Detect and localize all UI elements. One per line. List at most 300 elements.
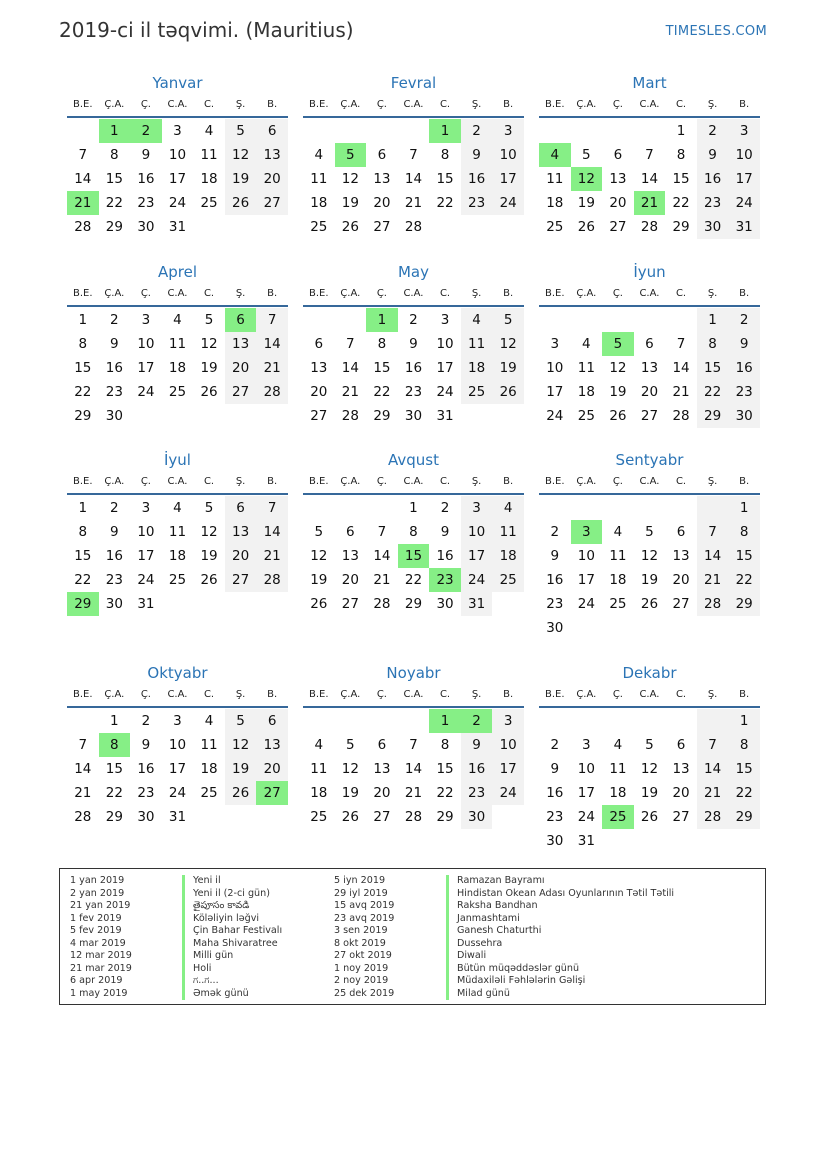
day-cell: 28 xyxy=(256,380,288,404)
empty-day-cell xyxy=(398,709,430,733)
day-cell: 8 xyxy=(78,336,88,352)
weekday-label: B. xyxy=(267,689,278,700)
day-cell: 22 xyxy=(404,572,423,588)
day-cell: 23 xyxy=(404,384,423,400)
legend-item xyxy=(334,975,674,988)
day-cell: 17 xyxy=(492,167,524,191)
day-cell: 20 xyxy=(225,544,257,568)
empty-day-cell xyxy=(571,308,603,332)
month-name: Dekabr xyxy=(622,664,677,682)
day-cell: 11 xyxy=(609,761,627,777)
empty-day-cell xyxy=(366,496,398,520)
legend-date: 25 dek 2019 xyxy=(334,987,395,999)
day-cell: 15 xyxy=(105,761,123,777)
holiday-day-cell: 21 xyxy=(634,191,666,215)
legend-holiday-name: Milad günü xyxy=(446,988,510,1001)
day-cell: 3 xyxy=(492,709,524,733)
day-cell: 27 xyxy=(310,408,328,424)
day-cell: 8 xyxy=(409,524,418,540)
weekday-label: C. xyxy=(203,99,215,110)
day-cell: 31 xyxy=(728,215,760,239)
day-cell: 23 xyxy=(546,809,564,825)
day-cell: 14 xyxy=(404,761,423,777)
empty-day-cell xyxy=(602,119,634,143)
holiday-day-cell: 23 xyxy=(429,568,461,592)
day-cell: 24 xyxy=(546,408,564,424)
day-cell: 24 xyxy=(137,572,155,588)
day-cell: 4 xyxy=(204,123,214,139)
month-name: Avqust xyxy=(388,451,439,469)
day-cell: 6 xyxy=(314,336,324,352)
empty-day-cell xyxy=(303,308,335,332)
holiday-day-cell: 2 xyxy=(130,119,162,143)
day-cell: 14 xyxy=(404,171,423,187)
legend-holiday-name: Müdaxiləli Fəhlələrin Gəlişi xyxy=(446,975,585,988)
day-cell: 26 xyxy=(577,219,595,235)
legend-holiday-name: Dussehra xyxy=(446,938,502,951)
month-7 xyxy=(67,449,288,616)
day-cell: 21 xyxy=(404,195,423,211)
holiday-day-cell: 2 xyxy=(461,709,493,733)
weekday-label: Ç.A. xyxy=(576,288,597,299)
legend-holiday-name: ಗ..ಗ... xyxy=(182,975,219,988)
day-cell: 23 xyxy=(697,191,729,215)
day-cell: 21 xyxy=(256,544,288,568)
day-cell: 23 xyxy=(137,195,155,211)
weekday-label: C.A. xyxy=(403,288,424,299)
legend-item xyxy=(70,875,282,888)
day-cell: 10 xyxy=(137,524,155,540)
brand-link[interactable]: TIMESLES.COM xyxy=(665,24,767,39)
weekday-label: B.E. xyxy=(545,288,565,299)
day-cell: 13 xyxy=(672,761,690,777)
day-cell: 27 xyxy=(640,408,659,424)
empty-day-cell xyxy=(665,496,697,520)
weekday-label: B. xyxy=(503,288,514,299)
day-cell: 11 xyxy=(609,548,627,564)
day-cell: 8 xyxy=(377,336,387,352)
weekday-label: Ş. xyxy=(471,476,482,487)
day-cell: 14 xyxy=(256,332,288,356)
weekday-label: B.E. xyxy=(545,476,565,487)
day-cell: 26 xyxy=(640,596,659,612)
day-cell: 3 xyxy=(550,336,560,352)
day-cell: 25 xyxy=(609,596,627,612)
empty-day-cell xyxy=(602,709,634,733)
weekday-label: B. xyxy=(739,99,750,110)
weekday-label: Ş. xyxy=(707,476,718,487)
day-cell: 26 xyxy=(225,191,257,215)
legend-holiday-name: Holi xyxy=(182,963,211,976)
day-cell: 1 xyxy=(728,496,760,520)
weekday-label: B. xyxy=(267,476,278,487)
day-cell: 5 xyxy=(645,524,654,540)
day-cell: 21 xyxy=(672,384,690,400)
legend-item xyxy=(70,900,282,913)
day-cell: 23 xyxy=(461,191,493,215)
day-cell: 25 xyxy=(577,408,595,424)
day-cell: 13 xyxy=(225,520,257,544)
weekday-label: B.E. xyxy=(545,99,565,110)
day-cell: 17 xyxy=(137,360,155,376)
day-cell: 30 xyxy=(728,404,760,428)
day-cell: 28 xyxy=(672,408,690,424)
day-cell: 11 xyxy=(461,332,493,356)
weekday-label: C.A. xyxy=(403,689,424,700)
day-cell: 1 xyxy=(78,500,88,516)
weekday-label: B.E. xyxy=(309,99,329,110)
day-cell: 28 xyxy=(697,592,729,616)
day-cell: 7 xyxy=(78,737,88,753)
empty-day-cell xyxy=(335,119,367,143)
day-cell: 28 xyxy=(256,568,288,592)
weekday-label: C. xyxy=(439,476,451,487)
weekday-label: B.E. xyxy=(73,689,93,700)
weekday-label: B. xyxy=(739,476,750,487)
weekday-label: Ç. xyxy=(612,476,623,487)
weekday-label: C.A. xyxy=(403,99,424,110)
empty-day-cell xyxy=(634,119,666,143)
legend-holiday-name: Yeni il (2-ci gün) xyxy=(182,888,270,901)
weekday-label: C.A. xyxy=(639,99,660,110)
day-cell: 19 xyxy=(640,785,659,801)
day-cell: 7 xyxy=(676,336,686,352)
day-cell: 29 xyxy=(697,404,729,428)
day-cell: 24 xyxy=(492,191,524,215)
holiday-day-cell: 1 xyxy=(429,709,461,733)
day-cell: 20 xyxy=(640,384,659,400)
weekday-label: C. xyxy=(675,476,687,487)
holiday-day-cell: 3 xyxy=(571,520,603,544)
day-cell: 25 xyxy=(492,568,524,592)
holiday-day-cell: 1 xyxy=(366,308,398,332)
day-cell: 22 xyxy=(697,380,729,404)
empty-day-cell xyxy=(571,709,603,733)
empty-day-cell xyxy=(335,308,367,332)
legend-item xyxy=(70,963,282,976)
day-cell: 22 xyxy=(672,195,690,211)
day-cell: 20 xyxy=(672,785,690,801)
weekday-header xyxy=(303,283,524,307)
day-grid xyxy=(539,308,760,428)
legend-item xyxy=(334,988,674,1001)
legend-holiday-name: Yeni il xyxy=(182,875,221,888)
day-cell: 10 xyxy=(728,143,760,167)
day-cell: 3 xyxy=(173,713,182,729)
holiday-day-cell: 12 xyxy=(571,167,603,191)
legend-date: 8 okt 2019 xyxy=(334,937,386,949)
day-cell: 17 xyxy=(728,167,760,191)
legend-date: 5 iyn 2019 xyxy=(334,875,386,886)
legend-date: 1 may 2019 xyxy=(70,987,128,999)
empty-day-cell xyxy=(303,496,335,520)
day-grid xyxy=(539,119,760,239)
legend-item xyxy=(70,913,282,926)
day-cell: 5 xyxy=(204,500,214,516)
legend-date: 21 yan 2019 xyxy=(70,900,131,911)
empty-day-cell xyxy=(602,496,634,520)
day-cell: 23 xyxy=(546,596,564,612)
day-cell: 3 xyxy=(582,737,591,753)
month-2 xyxy=(303,72,524,239)
day-cell: 11 xyxy=(310,171,328,187)
holiday-day-cell: 21 xyxy=(67,191,99,215)
legend-item xyxy=(334,913,674,926)
holiday-day-cell: 29 xyxy=(67,592,99,616)
day-cell: 2 xyxy=(141,713,151,729)
day-cell: 30 xyxy=(546,833,564,849)
day-cell: 18 xyxy=(310,785,328,801)
day-cell: 18 xyxy=(609,572,627,588)
day-grid xyxy=(303,308,524,428)
day-cell: 1 xyxy=(676,123,686,139)
month-6 xyxy=(539,261,760,428)
weekday-header xyxy=(67,283,288,307)
month-name: İyun xyxy=(633,263,666,281)
day-cell: 5 xyxy=(346,737,355,753)
day-cell: 24 xyxy=(436,384,454,400)
weekday-label: B. xyxy=(267,288,278,299)
legend-date: 1 fev 2019 xyxy=(70,912,122,924)
day-cell: 25 xyxy=(168,572,187,588)
weekday-label: Ç.A. xyxy=(104,99,125,110)
day-cell: 30 xyxy=(546,620,564,636)
weekday-header xyxy=(539,471,760,495)
day-cell: 31 xyxy=(137,596,155,612)
day-cell: 14 xyxy=(640,171,659,187)
day-cell: 15 xyxy=(105,171,123,187)
day-cell: 12 xyxy=(640,761,659,777)
day-cell: 23 xyxy=(461,781,493,805)
day-cell: 27 xyxy=(225,568,257,592)
day-cell: 30 xyxy=(404,408,423,424)
legend-date: 4 mar 2019 xyxy=(70,937,126,949)
day-cell: 9 xyxy=(110,336,119,352)
legend-holiday-name: Maha Shivaratree xyxy=(182,938,278,951)
day-cell: 3 xyxy=(141,500,151,516)
weekday-label: Ş. xyxy=(471,288,482,299)
empty-day-cell xyxy=(366,709,398,733)
legend-holiday-name: Köləliyin ləğvi xyxy=(182,913,259,926)
day-cell: 25 xyxy=(461,380,493,404)
weekday-label: C.A. xyxy=(167,689,188,700)
day-cell: 30 xyxy=(137,219,155,235)
day-cell: 16 xyxy=(105,548,123,564)
day-cell: 28 xyxy=(341,408,359,424)
legend-item xyxy=(334,925,674,938)
month-9 xyxy=(539,449,760,640)
day-cell: 9 xyxy=(440,524,450,540)
day-cell: 27 xyxy=(225,380,257,404)
day-cell: 9 xyxy=(728,332,760,356)
day-grid xyxy=(67,496,288,616)
day-cell: 29 xyxy=(105,809,123,825)
day-cell: 25 xyxy=(310,219,328,235)
legend-date: 23 avq 2019 xyxy=(334,912,395,924)
day-cell: 31 xyxy=(168,219,187,235)
day-cell: 17 xyxy=(577,572,595,588)
day-cell: 20 xyxy=(225,356,257,380)
day-cell: 29 xyxy=(373,408,391,424)
month-4 xyxy=(67,261,288,428)
day-cell: 15 xyxy=(74,548,92,564)
day-cell: 18 xyxy=(609,785,627,801)
day-cell: 2 xyxy=(110,312,119,328)
weekday-label: B. xyxy=(503,689,514,700)
legend-holiday-name: Çin Bahar Festivalı xyxy=(182,925,282,938)
day-cell: 2 xyxy=(440,500,450,516)
weekday-header xyxy=(67,684,288,708)
day-cell: 31 xyxy=(577,833,595,849)
day-cell: 15 xyxy=(697,356,729,380)
day-cell: 20 xyxy=(373,785,391,801)
day-cell: 15 xyxy=(436,761,454,777)
day-cell: 30 xyxy=(461,805,493,829)
day-cell: 9 xyxy=(461,143,493,167)
day-cell: 12 xyxy=(200,336,218,352)
empty-day-cell xyxy=(539,709,571,733)
weekday-header xyxy=(67,471,288,495)
day-cell: 3 xyxy=(461,496,493,520)
month-name: Yanvar xyxy=(152,74,203,92)
day-cell: 11 xyxy=(492,520,524,544)
month-5 xyxy=(303,261,524,428)
day-cell: 19 xyxy=(341,785,359,801)
weekday-label: C.A. xyxy=(639,288,660,299)
day-cell: 10 xyxy=(436,336,454,352)
day-cell: 9 xyxy=(141,147,151,163)
holiday-day-cell: 15 xyxy=(398,544,430,568)
day-cell: 5 xyxy=(225,709,257,733)
day-cell: 2 xyxy=(461,119,493,143)
day-cell: 11 xyxy=(168,524,187,540)
day-cell: 7 xyxy=(645,147,654,163)
legend-date: 2 yan 2019 xyxy=(70,887,125,899)
weekday-label: Ç. xyxy=(140,476,151,487)
weekday-label: Ç.A. xyxy=(104,476,125,487)
day-cell: 9 xyxy=(141,737,151,753)
day-cell: 2 xyxy=(697,119,729,143)
day-cell: 22 xyxy=(74,384,92,400)
day-cell: 6 xyxy=(613,147,623,163)
legend-date: 27 okt 2019 xyxy=(334,950,392,961)
day-cell: 13 xyxy=(373,171,391,187)
day-cell: 6 xyxy=(256,119,288,143)
day-cell: 4 xyxy=(314,737,324,753)
month-1 xyxy=(67,72,288,239)
empty-day-cell xyxy=(398,119,430,143)
weekday-label: Ç. xyxy=(612,99,623,110)
day-cell: 14 xyxy=(74,761,92,777)
day-cell: 16 xyxy=(728,356,760,380)
day-cell: 11 xyxy=(577,360,595,376)
day-cell: 24 xyxy=(137,384,155,400)
day-cell: 27 xyxy=(672,596,690,612)
weekday-label: Ç. xyxy=(376,99,387,110)
day-cell: 9 xyxy=(110,524,119,540)
day-cell: 16 xyxy=(137,761,155,777)
weekday-label: B. xyxy=(739,288,750,299)
day-grid xyxy=(303,119,524,239)
weekday-label: B. xyxy=(739,689,750,700)
legend-holiday-name: Ramazan Bayramı xyxy=(446,875,545,888)
day-cell: 12 xyxy=(200,524,218,540)
weekday-header xyxy=(303,684,524,708)
day-cell: 23 xyxy=(728,380,760,404)
day-cell: 30 xyxy=(436,596,454,612)
day-cell: 24 xyxy=(492,781,524,805)
day-cell: 20 xyxy=(672,572,690,588)
empty-day-cell xyxy=(697,709,729,733)
day-cell: 5 xyxy=(204,312,214,328)
day-cell: 11 xyxy=(310,761,328,777)
day-cell: 29 xyxy=(404,596,423,612)
empty-day-cell xyxy=(303,709,335,733)
day-cell: 24 xyxy=(461,568,493,592)
day-cell: 21 xyxy=(256,356,288,380)
holiday-day-cell: 1 xyxy=(99,119,131,143)
weekday-label: B.E. xyxy=(309,288,329,299)
day-cell: 6 xyxy=(346,524,355,540)
empty-day-cell xyxy=(571,496,603,520)
day-cell: 25 xyxy=(310,809,328,825)
weekday-label: C.A. xyxy=(639,689,660,700)
weekday-label: B.E. xyxy=(309,476,329,487)
day-cell: 21 xyxy=(373,572,391,588)
day-cell: 16 xyxy=(697,167,729,191)
day-cell: 15 xyxy=(436,171,454,187)
day-cell: 21 xyxy=(404,785,423,801)
day-cell: 17 xyxy=(492,757,524,781)
day-cell: 8 xyxy=(440,147,450,163)
legend-holiday-name: Bütün müqəddəslər günü xyxy=(446,963,579,976)
legend-date: 1 yan 2019 xyxy=(70,875,125,886)
day-cell: 29 xyxy=(728,805,760,829)
day-cell: 30 xyxy=(105,408,123,424)
empty-day-cell xyxy=(634,709,666,733)
legend-date: 15 avq 2019 xyxy=(334,900,395,911)
day-cell: 20 xyxy=(256,167,288,191)
day-cell: 9 xyxy=(409,336,418,352)
day-cell: 28 xyxy=(373,596,391,612)
day-cell: 29 xyxy=(74,408,92,424)
day-cell: 25 xyxy=(200,195,218,211)
day-cell: 8 xyxy=(697,332,729,356)
day-cell: 16 xyxy=(461,757,493,781)
day-cell: 20 xyxy=(341,572,359,588)
month-name: Noyabr xyxy=(386,664,441,682)
legend-item xyxy=(70,950,282,963)
day-cell: 7 xyxy=(697,733,729,757)
day-cell: 15 xyxy=(373,360,391,376)
legend-holiday-name: Diwali xyxy=(446,950,486,963)
day-cell: 6 xyxy=(676,524,686,540)
day-cell: 13 xyxy=(225,332,257,356)
day-cell: 4 xyxy=(173,312,182,328)
day-cell: 1 xyxy=(728,709,760,733)
legend-item xyxy=(334,963,674,976)
day-grid xyxy=(67,308,288,428)
day-cell: 19 xyxy=(492,356,524,380)
day-cell: 14 xyxy=(672,360,690,376)
empty-day-cell xyxy=(539,119,571,143)
legend-holiday-name: Əmək günü xyxy=(182,988,249,1001)
month-name: Mart xyxy=(632,74,667,92)
weekday-label: Ş. xyxy=(707,689,718,700)
day-cell: 18 xyxy=(200,761,218,777)
weekday-label: Ç.A. xyxy=(340,99,361,110)
day-cell: 26 xyxy=(640,809,659,825)
